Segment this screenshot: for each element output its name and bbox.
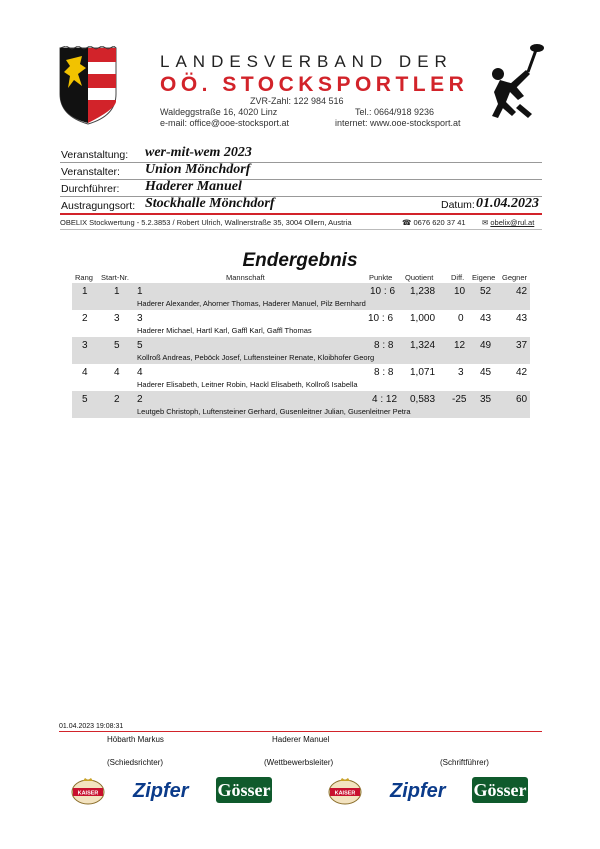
cell-punkte: 4 : 12 <box>372 394 398 405</box>
red-divider <box>60 213 542 215</box>
cell-team: 2 <box>137 394 143 405</box>
austragungsort-label: Austragungsort: <box>61 200 136 212</box>
cell-rang: 1 <box>82 286 88 297</box>
col-header-start: Start-Nr. <box>101 273 129 282</box>
cell-punkte: 10 : 6 <box>368 313 394 324</box>
software-info: OBELIX Stockwertung - 5.2.3853 / Robert Ulrich, Wallnerstraße 35, 3004 Ollern, Austria <box>60 218 352 227</box>
org-website: internet: www.ooe-stocksport.at <box>335 118 461 128</box>
kaiser-logo <box>70 776 106 806</box>
coat-of-arms-logo <box>58 46 118 126</box>
cell-rang: 5 <box>82 394 88 405</box>
zvr-number: ZVR-Zahl: 122 984 516 <box>250 96 344 106</box>
red-divider <box>59 731 542 732</box>
org-address: Waldeggstraße 16, 4020 Linz <box>160 107 278 117</box>
cell-team: 4 <box>137 367 143 378</box>
contact-phone <box>402 218 466 227</box>
divider <box>60 179 542 180</box>
zipfer-logo: Zipfer <box>133 780 189 802</box>
cell-start: 5 <box>114 340 120 351</box>
contact-email <box>482 218 534 227</box>
divider <box>60 229 542 230</box>
col-header-quotient: Quotient <box>405 273 434 282</box>
cell-players: Haderer Alexander, Ahorner Thomas, Haderer Manuel, Pilz Bernhard <box>137 299 366 308</box>
cell-diff: -25 <box>452 394 467 405</box>
cell-eigene: 49 <box>480 340 492 351</box>
cell-players: Kollroß Andreas, Peböck Josef, Luftensteiner Renate, Kloibhofer Georg <box>137 353 375 362</box>
table-row <box>72 391 530 418</box>
cell-gegner: 37 <box>516 340 528 351</box>
col-header-eigene: Eigene <box>472 273 496 282</box>
page-title: Endergebnis <box>242 250 358 271</box>
goesser-logo: Gösser <box>472 777 528 803</box>
veranstalter-value: Union Mönchdorf <box>145 162 251 177</box>
cell-start: 3 <box>114 313 120 324</box>
zipfer-logo: Zipfer <box>390 780 446 802</box>
cell-diff: 12 <box>454 340 466 351</box>
cell-rang: 3 <box>82 340 88 351</box>
divider <box>60 162 542 163</box>
cell-start: 4 <box>114 367 120 378</box>
cell-players: Haderer Michael, Hartl Karl, Gaffl Karl, Gaffl Thomas <box>137 326 312 335</box>
svg-text:KAISER: KAISER <box>77 790 99 797</box>
cell-quotient: 1,238 <box>410 286 436 297</box>
kaiser-logo <box>327 776 363 806</box>
table-row <box>72 337 530 364</box>
cell-quotient: 1,071 <box>410 367 436 378</box>
cell-quotient: 0,583 <box>410 394 436 405</box>
cell-start: 2 <box>114 394 120 405</box>
phone-icon: ☎ <box>402 218 412 227</box>
col-header-punkte: Punkte <box>369 273 393 282</box>
org-name-line2: OÖ. STOCKSPORTLER <box>160 73 469 96</box>
table-row <box>72 283 530 310</box>
datum-label: Datum: <box>441 199 475 211</box>
cell-diff: 10 <box>454 286 466 297</box>
cell-gegner: 42 <box>516 286 528 297</box>
datum-value: 01.04.2023 <box>476 196 539 211</box>
durchfuehrer-label: Durchführer: <box>61 183 120 195</box>
cell-team: 5 <box>137 340 143 351</box>
veranstalter-label: Veranstalter: <box>61 166 120 178</box>
cell-eigene: 45 <box>480 367 492 378</box>
cell-quotient: 1,324 <box>410 340 436 351</box>
cell-start: 1 <box>114 286 120 297</box>
org-phone: Tel.: 0664/918 9236 <box>355 107 435 117</box>
table-row <box>72 310 530 337</box>
wettbewerbsleiter-name: Haderer Manuel <box>272 735 330 744</box>
schiedsrichter-role: (Schiedsrichter) <box>107 758 164 767</box>
cell-gegner: 42 <box>516 367 528 378</box>
wettbewerbsleiter-role: (Wettbewerbsleiter) <box>264 758 334 767</box>
divider <box>60 196 542 197</box>
stocksport-player-icon <box>480 40 546 126</box>
org-name-line1: LANDESVERBAND DER <box>160 52 453 71</box>
cell-punkte: 8 : 8 <box>374 367 394 378</box>
cell-team: 1 <box>137 286 143 297</box>
cell-gegner: 43 <box>516 313 528 324</box>
schiedsrichter-name: Höbarth Markus <box>107 735 164 744</box>
col-header-mannschaft: Mannschaft <box>226 273 265 282</box>
col-header-rang: Rang <box>75 273 93 282</box>
cell-eigene: 52 <box>480 286 492 297</box>
cell-rang: 2 <box>82 313 88 324</box>
cell-players: Leutgeb Christoph, Luftensteiner Gerhard, Gusenleitner Julian, Gusenleitner Petra <box>137 407 411 416</box>
contact-phone-number: 0676 620 37 41 <box>413 218 466 227</box>
svg-text:KAISER: KAISER <box>334 790 356 797</box>
veranstaltung-value: wer-mit-wem 2023 <box>145 145 252 160</box>
cell-punkte: 10 : 6 <box>370 286 396 297</box>
cell-eigene: 35 <box>480 394 492 405</box>
schriftfuehrer-role: (Schriftführer) <box>440 758 489 767</box>
cell-eigene: 43 <box>480 313 492 324</box>
cell-rang: 4 <box>82 367 88 378</box>
table-row <box>72 364 530 391</box>
cell-team: 3 <box>137 313 143 324</box>
cell-punkte: 8 : 8 <box>374 340 394 351</box>
cell-players: Haderer Elisabeth, Leitner Robin, Hackl Elisabeth, Kollroß Isabella <box>137 380 358 389</box>
cell-gegner: 60 <box>516 394 528 405</box>
austragungsort-value: Stockhalle Mönchdorf <box>145 196 275 211</box>
cell-diff: 0 <box>458 313 464 324</box>
mail-icon: ✉ <box>482 218 489 227</box>
cell-diff: 3 <box>458 367 464 378</box>
org-email: e-mail: office@ooe-stocksport.at <box>160 118 290 128</box>
durchfuehrer-value: Haderer Manuel <box>145 179 242 194</box>
col-header-gegner: Gegner <box>502 273 528 282</box>
print-timestamp: 01.04.2023 19:08:31 <box>59 723 124 730</box>
contact-email-link[interactable]: obelix@rul.at <box>490 218 535 227</box>
goesser-logo: Gösser <box>216 777 272 803</box>
col-header-diff: Diff. <box>451 273 465 282</box>
cell-quotient: 1,000 <box>410 313 436 324</box>
veranstaltung-label: Veranstaltung: <box>61 149 129 161</box>
